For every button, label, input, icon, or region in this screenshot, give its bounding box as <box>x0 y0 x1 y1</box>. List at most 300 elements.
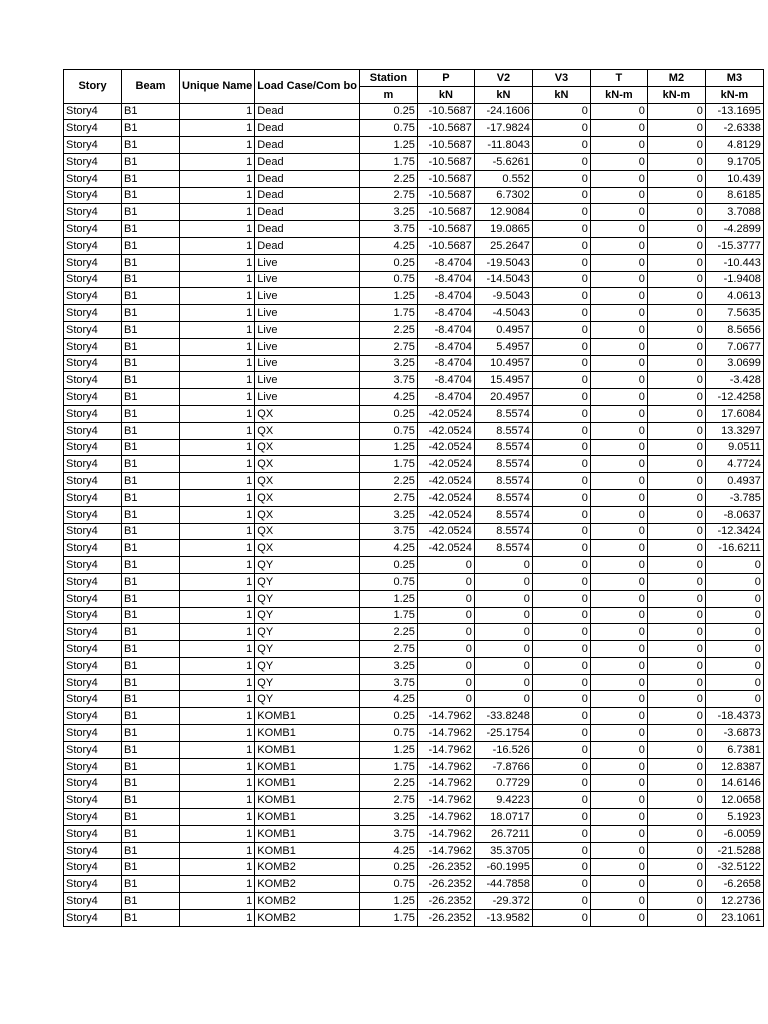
cell-station: 1.75 <box>359 305 417 322</box>
table-row <box>64 540 764 557</box>
cell-m3: 13.3297 <box>705 422 763 439</box>
table-row <box>64 204 764 221</box>
cell-m2: 0 <box>647 674 705 691</box>
cell-v2: 26.7211 <box>474 825 532 842</box>
cell-m2: 0 <box>647 775 705 792</box>
cell-story: Story4 <box>64 355 122 372</box>
cell-load-case: Dead <box>255 221 360 238</box>
cell-v2: 0.4957 <box>474 321 532 338</box>
cell-load-case: QY <box>255 657 360 674</box>
cell-beam: B1 <box>122 372 180 389</box>
cell-unique-name: 1 <box>180 489 255 506</box>
cell-m2: 0 <box>647 288 705 305</box>
cell-t: 0 <box>590 557 647 574</box>
cell-t: 0 <box>590 271 647 288</box>
table-row <box>64 271 764 288</box>
cell-beam: B1 <box>122 809 180 826</box>
cell-v2: 0 <box>474 624 532 641</box>
cell-m2: 0 <box>647 489 705 506</box>
cell-story: Story4 <box>64 422 122 439</box>
cell-m3: 12.0658 <box>705 792 763 809</box>
cell-m2: 0 <box>647 557 705 574</box>
cell-t: 0 <box>590 573 647 590</box>
cell-station: 0.25 <box>359 708 417 725</box>
cell-beam: B1 <box>122 859 180 876</box>
cell-v3: 0 <box>532 506 590 523</box>
table-row <box>64 254 764 271</box>
cell-v2: 9.4223 <box>474 792 532 809</box>
cell-story: Story4 <box>64 489 122 506</box>
cell-v2: -14.5043 <box>474 271 532 288</box>
cell-m2: 0 <box>647 170 705 187</box>
cell-unique-name: 1 <box>180 271 255 288</box>
cell-beam: B1 <box>122 573 180 590</box>
cell-v2: 0 <box>474 641 532 658</box>
cell-v3: 0 <box>532 809 590 826</box>
table-row <box>64 137 764 154</box>
header-m2: M2 <box>647 70 705 87</box>
cell-station: 3.25 <box>359 355 417 372</box>
cell-station: 0.75 <box>359 120 417 137</box>
cell-m2: 0 <box>647 305 705 322</box>
table-row <box>64 607 764 624</box>
cell-station: 1.75 <box>359 909 417 926</box>
cell-t: 0 <box>590 170 647 187</box>
cell-v2: 0 <box>474 557 532 574</box>
cell-p: -10.5687 <box>417 187 474 204</box>
header-v2: V2 <box>474 70 532 87</box>
cell-unique-name: 1 <box>180 725 255 742</box>
cell-v2: 8.5574 <box>474 405 532 422</box>
cell-station: 3.25 <box>359 204 417 221</box>
cell-t: 0 <box>590 204 647 221</box>
cell-station: 2.25 <box>359 321 417 338</box>
cell-load-case: QX <box>255 456 360 473</box>
cell-p: -42.0524 <box>417 439 474 456</box>
cell-t: 0 <box>590 489 647 506</box>
table-row <box>64 288 764 305</box>
cell-station: 0.75 <box>359 573 417 590</box>
cell-load-case: Dead <box>255 237 360 254</box>
cell-beam: B1 <box>122 523 180 540</box>
cell-unique-name: 1 <box>180 103 255 120</box>
cell-load-case: QY <box>255 557 360 574</box>
cell-p: -8.4704 <box>417 355 474 372</box>
cell-station: 3.75 <box>359 674 417 691</box>
cell-v3: 0 <box>532 842 590 859</box>
cell-t: 0 <box>590 842 647 859</box>
cell-p: -14.7962 <box>417 725 474 742</box>
cell-unique-name: 1 <box>180 355 255 372</box>
cell-unique-name: 1 <box>180 741 255 758</box>
cell-m3: -6.2658 <box>705 876 763 893</box>
cell-p: -26.2352 <box>417 893 474 910</box>
cell-m2: 0 <box>647 187 705 204</box>
cell-story: Story4 <box>64 271 122 288</box>
cell-v2: 8.5574 <box>474 473 532 490</box>
cell-story: Story4 <box>64 557 122 574</box>
cell-v3: 0 <box>532 439 590 456</box>
table-row <box>64 372 764 389</box>
cell-p: 0 <box>417 607 474 624</box>
cell-beam: B1 <box>122 103 180 120</box>
cell-v2: 8.5574 <box>474 523 532 540</box>
cell-p: -42.0524 <box>417 489 474 506</box>
cell-m3: 7.5635 <box>705 305 763 322</box>
cell-v3: 0 <box>532 137 590 154</box>
cell-unique-name: 1 <box>180 187 255 204</box>
cell-m3: -12.4258 <box>705 389 763 406</box>
cell-unique-name: 1 <box>180 557 255 574</box>
cell-unique-name: 1 <box>180 708 255 725</box>
cell-v3: 0 <box>532 792 590 809</box>
cell-p: 0 <box>417 691 474 708</box>
cell-v2: 12.9084 <box>474 204 532 221</box>
cell-p: 0 <box>417 657 474 674</box>
cell-m2: 0 <box>647 103 705 120</box>
table-row <box>64 120 764 137</box>
cell-p: -42.0524 <box>417 456 474 473</box>
cell-story: Story4 <box>64 624 122 641</box>
cell-m3: 5.1923 <box>705 809 763 826</box>
unit-m3: kN-m <box>705 86 763 103</box>
cell-load-case: KOMB2 <box>255 876 360 893</box>
cell-v2: 0 <box>474 573 532 590</box>
cell-beam: B1 <box>122 221 180 238</box>
cell-unique-name: 1 <box>180 792 255 809</box>
cell-t: 0 <box>590 355 647 372</box>
cell-t: 0 <box>590 809 647 826</box>
cell-v2: 5.4957 <box>474 338 532 355</box>
cell-story: Story4 <box>64 389 122 406</box>
cell-load-case: QX <box>255 523 360 540</box>
cell-beam: B1 <box>122 825 180 842</box>
cell-beam: B1 <box>122 473 180 490</box>
cell-load-case: KOMB1 <box>255 809 360 826</box>
cell-t: 0 <box>590 405 647 422</box>
cell-v2: 15.4957 <box>474 372 532 389</box>
cell-p: -42.0524 <box>417 523 474 540</box>
cell-station: 0.25 <box>359 254 417 271</box>
cell-story: Story4 <box>64 456 122 473</box>
cell-story: Story4 <box>64 523 122 540</box>
cell-station: 0.75 <box>359 271 417 288</box>
cell-m2: 0 <box>647 137 705 154</box>
cell-v2: -4.5043 <box>474 305 532 322</box>
cell-m2: 0 <box>647 842 705 859</box>
cell-unique-name: 1 <box>180 607 255 624</box>
cell-story: Story4 <box>64 590 122 607</box>
cell-unique-name: 1 <box>180 641 255 658</box>
cell-v2: 0 <box>474 590 532 607</box>
cell-v2: -16.526 <box>474 741 532 758</box>
cell-p: -10.5687 <box>417 120 474 137</box>
header-row <box>64 70 764 87</box>
unit-m2: kN-m <box>647 86 705 103</box>
cell-unique-name: 1 <box>180 540 255 557</box>
cell-station: 3.25 <box>359 506 417 523</box>
cell-load-case: Dead <box>255 137 360 154</box>
cell-v3: 0 <box>532 456 590 473</box>
cell-beam: B1 <box>122 893 180 910</box>
cell-v2: -60.1995 <box>474 859 532 876</box>
cell-beam: B1 <box>122 741 180 758</box>
cell-v2: 8.5574 <box>474 422 532 439</box>
unit-p: kN <box>417 86 474 103</box>
cell-v3: 0 <box>532 187 590 204</box>
cell-m3: 4.8129 <box>705 137 763 154</box>
cell-unique-name: 1 <box>180 674 255 691</box>
cell-unique-name: 1 <box>180 321 255 338</box>
cell-m2: 0 <box>647 321 705 338</box>
cell-p: -10.5687 <box>417 221 474 238</box>
cell-beam: B1 <box>122 254 180 271</box>
cell-v3: 0 <box>532 607 590 624</box>
cell-v2: 8.5574 <box>474 456 532 473</box>
cell-station: 3.75 <box>359 825 417 842</box>
cell-p: 0 <box>417 590 474 607</box>
cell-m3: 0 <box>705 573 763 590</box>
cell-v2: -9.5043 <box>474 288 532 305</box>
cell-v3: 0 <box>532 825 590 842</box>
cell-story: Story4 <box>64 641 122 658</box>
cell-story: Story4 <box>64 809 122 826</box>
cell-t: 0 <box>590 825 647 842</box>
cell-station: 1.75 <box>359 607 417 624</box>
cell-p: -8.4704 <box>417 271 474 288</box>
table-row <box>64 305 764 322</box>
table-row <box>64 758 764 775</box>
table-row <box>64 792 764 809</box>
cell-load-case: Live <box>255 254 360 271</box>
cell-m2: 0 <box>647 641 705 658</box>
cell-beam: B1 <box>122 170 180 187</box>
cell-beam: B1 <box>122 137 180 154</box>
cell-m2: 0 <box>647 405 705 422</box>
table-row <box>64 641 764 658</box>
cell-t: 0 <box>590 473 647 490</box>
cell-m3: 23.1061 <box>705 909 763 926</box>
unit-v2: kN <box>474 86 532 103</box>
cell-story: Story4 <box>64 691 122 708</box>
cell-unique-name: 1 <box>180 825 255 842</box>
cell-t: 0 <box>590 909 647 926</box>
cell-unique-name: 1 <box>180 893 255 910</box>
cell-t: 0 <box>590 792 647 809</box>
cell-unique-name: 1 <box>180 170 255 187</box>
cell-m3: -21.5288 <box>705 842 763 859</box>
cell-p: -42.0524 <box>417 422 474 439</box>
cell-story: Story4 <box>64 405 122 422</box>
cell-m3: 3.7088 <box>705 204 763 221</box>
cell-v3: 0 <box>532 153 590 170</box>
cell-p: -8.4704 <box>417 372 474 389</box>
cell-v2: -13.9582 <box>474 909 532 926</box>
cell-t: 0 <box>590 305 647 322</box>
unit-station: m <box>359 86 417 103</box>
cell-m2: 0 <box>647 741 705 758</box>
cell-v3: 0 <box>532 741 590 758</box>
cell-m2: 0 <box>647 237 705 254</box>
cell-m2: 0 <box>647 876 705 893</box>
cell-beam: B1 <box>122 540 180 557</box>
cell-station: 0.25 <box>359 405 417 422</box>
cell-story: Story4 <box>64 473 122 490</box>
cell-m3: 0 <box>705 674 763 691</box>
table-row <box>64 473 764 490</box>
cell-t: 0 <box>590 775 647 792</box>
cell-m2: 0 <box>647 691 705 708</box>
cell-m2: 0 <box>647 473 705 490</box>
cell-m2: 0 <box>647 792 705 809</box>
cell-station: 1.25 <box>359 288 417 305</box>
cell-beam: B1 <box>122 271 180 288</box>
cell-p: -26.2352 <box>417 876 474 893</box>
cell-station: 4.25 <box>359 691 417 708</box>
cell-p: -14.7962 <box>417 741 474 758</box>
cell-story: Story4 <box>64 372 122 389</box>
cell-unique-name: 1 <box>180 758 255 775</box>
cell-v3: 0 <box>532 103 590 120</box>
cell-story: Story4 <box>64 103 122 120</box>
cell-load-case: QY <box>255 691 360 708</box>
cell-story: Story4 <box>64 674 122 691</box>
cell-m2: 0 <box>647 523 705 540</box>
cell-m2: 0 <box>647 439 705 456</box>
cell-story: Story4 <box>64 506 122 523</box>
cell-m2: 0 <box>647 540 705 557</box>
table-body <box>64 103 764 926</box>
cell-unique-name: 1 <box>180 809 255 826</box>
cell-p: 0 <box>417 624 474 641</box>
cell-station: 0.75 <box>359 725 417 742</box>
cell-v2: 0 <box>474 607 532 624</box>
cell-station: 2.25 <box>359 473 417 490</box>
table-row <box>64 506 764 523</box>
header-m3: M3 <box>705 70 763 87</box>
cell-load-case: Live <box>255 305 360 322</box>
cell-beam: B1 <box>122 557 180 574</box>
cell-unique-name: 1 <box>180 389 255 406</box>
cell-story: Story4 <box>64 825 122 842</box>
cell-story: Story4 <box>64 775 122 792</box>
cell-m3: 12.2736 <box>705 893 763 910</box>
cell-load-case: Live <box>255 372 360 389</box>
cell-unique-name: 1 <box>180 691 255 708</box>
cell-p: -8.4704 <box>417 288 474 305</box>
cell-station: 1.25 <box>359 741 417 758</box>
cell-story: Story4 <box>64 909 122 926</box>
cell-story: Story4 <box>64 137 122 154</box>
cell-p: 0 <box>417 573 474 590</box>
cell-beam: B1 <box>122 321 180 338</box>
cell-v3: 0 <box>532 338 590 355</box>
cell-t: 0 <box>590 120 647 137</box>
cell-v2: 0 <box>474 691 532 708</box>
cell-m2: 0 <box>647 725 705 742</box>
cell-v3: 0 <box>532 321 590 338</box>
cell-v3: 0 <box>532 422 590 439</box>
cell-v3: 0 <box>532 271 590 288</box>
cell-station: 1.25 <box>359 590 417 607</box>
cell-v2: -44.7858 <box>474 876 532 893</box>
cell-beam: B1 <box>122 876 180 893</box>
cell-beam: B1 <box>122 288 180 305</box>
cell-t: 0 <box>590 338 647 355</box>
cell-v3: 0 <box>532 893 590 910</box>
cell-t: 0 <box>590 254 647 271</box>
cell-t: 0 <box>590 137 647 154</box>
cell-beam: B1 <box>122 204 180 221</box>
cell-station: 3.25 <box>359 657 417 674</box>
cell-t: 0 <box>590 893 647 910</box>
cell-v3: 0 <box>532 674 590 691</box>
cell-unique-name: 1 <box>180 909 255 926</box>
cell-beam: B1 <box>122 775 180 792</box>
table-row <box>64 674 764 691</box>
cell-unique-name: 1 <box>180 405 255 422</box>
cell-t: 0 <box>590 758 647 775</box>
cell-v3: 0 <box>532 355 590 372</box>
cell-unique-name: 1 <box>180 590 255 607</box>
cell-m2: 0 <box>647 389 705 406</box>
cell-station: 1.25 <box>359 439 417 456</box>
cell-beam: B1 <box>122 725 180 742</box>
cell-v2: -24.1606 <box>474 103 532 120</box>
cell-load-case: KOMB1 <box>255 708 360 725</box>
cell-story: Story4 <box>64 170 122 187</box>
cell-m3: 3.0699 <box>705 355 763 372</box>
cell-beam: B1 <box>122 708 180 725</box>
cell-v3: 0 <box>532 489 590 506</box>
cell-unique-name: 1 <box>180 204 255 221</box>
cell-p: -8.4704 <box>417 338 474 355</box>
table-row <box>64 725 764 742</box>
cell-m2: 0 <box>647 573 705 590</box>
cell-m2: 0 <box>647 120 705 137</box>
cell-p: -14.7962 <box>417 758 474 775</box>
cell-t: 0 <box>590 221 647 238</box>
cell-load-case: Dead <box>255 204 360 221</box>
cell-v2: 8.5574 <box>474 439 532 456</box>
table-row <box>64 809 764 826</box>
cell-p: 0 <box>417 641 474 658</box>
cell-load-case: QX <box>255 489 360 506</box>
cell-v3: 0 <box>532 237 590 254</box>
cell-p: -10.5687 <box>417 170 474 187</box>
cell-load-case: KOMB1 <box>255 758 360 775</box>
table-row <box>64 389 764 406</box>
table-row <box>64 237 764 254</box>
cell-t: 0 <box>590 624 647 641</box>
table-row <box>64 657 764 674</box>
cell-m3: 12.8387 <box>705 758 763 775</box>
cell-m2: 0 <box>647 153 705 170</box>
table-row <box>64 909 764 926</box>
cell-beam: B1 <box>122 120 180 137</box>
table-row <box>64 439 764 456</box>
header-v3: V3 <box>532 70 590 87</box>
cell-beam: B1 <box>122 909 180 926</box>
cell-m3: 9.0511 <box>705 439 763 456</box>
cell-beam: B1 <box>122 456 180 473</box>
cell-m3: -12.3424 <box>705 523 763 540</box>
cell-load-case: KOMB1 <box>255 792 360 809</box>
cell-t: 0 <box>590 691 647 708</box>
cell-unique-name: 1 <box>180 439 255 456</box>
cell-m2: 0 <box>647 758 705 775</box>
cell-m3: -3.428 <box>705 372 763 389</box>
